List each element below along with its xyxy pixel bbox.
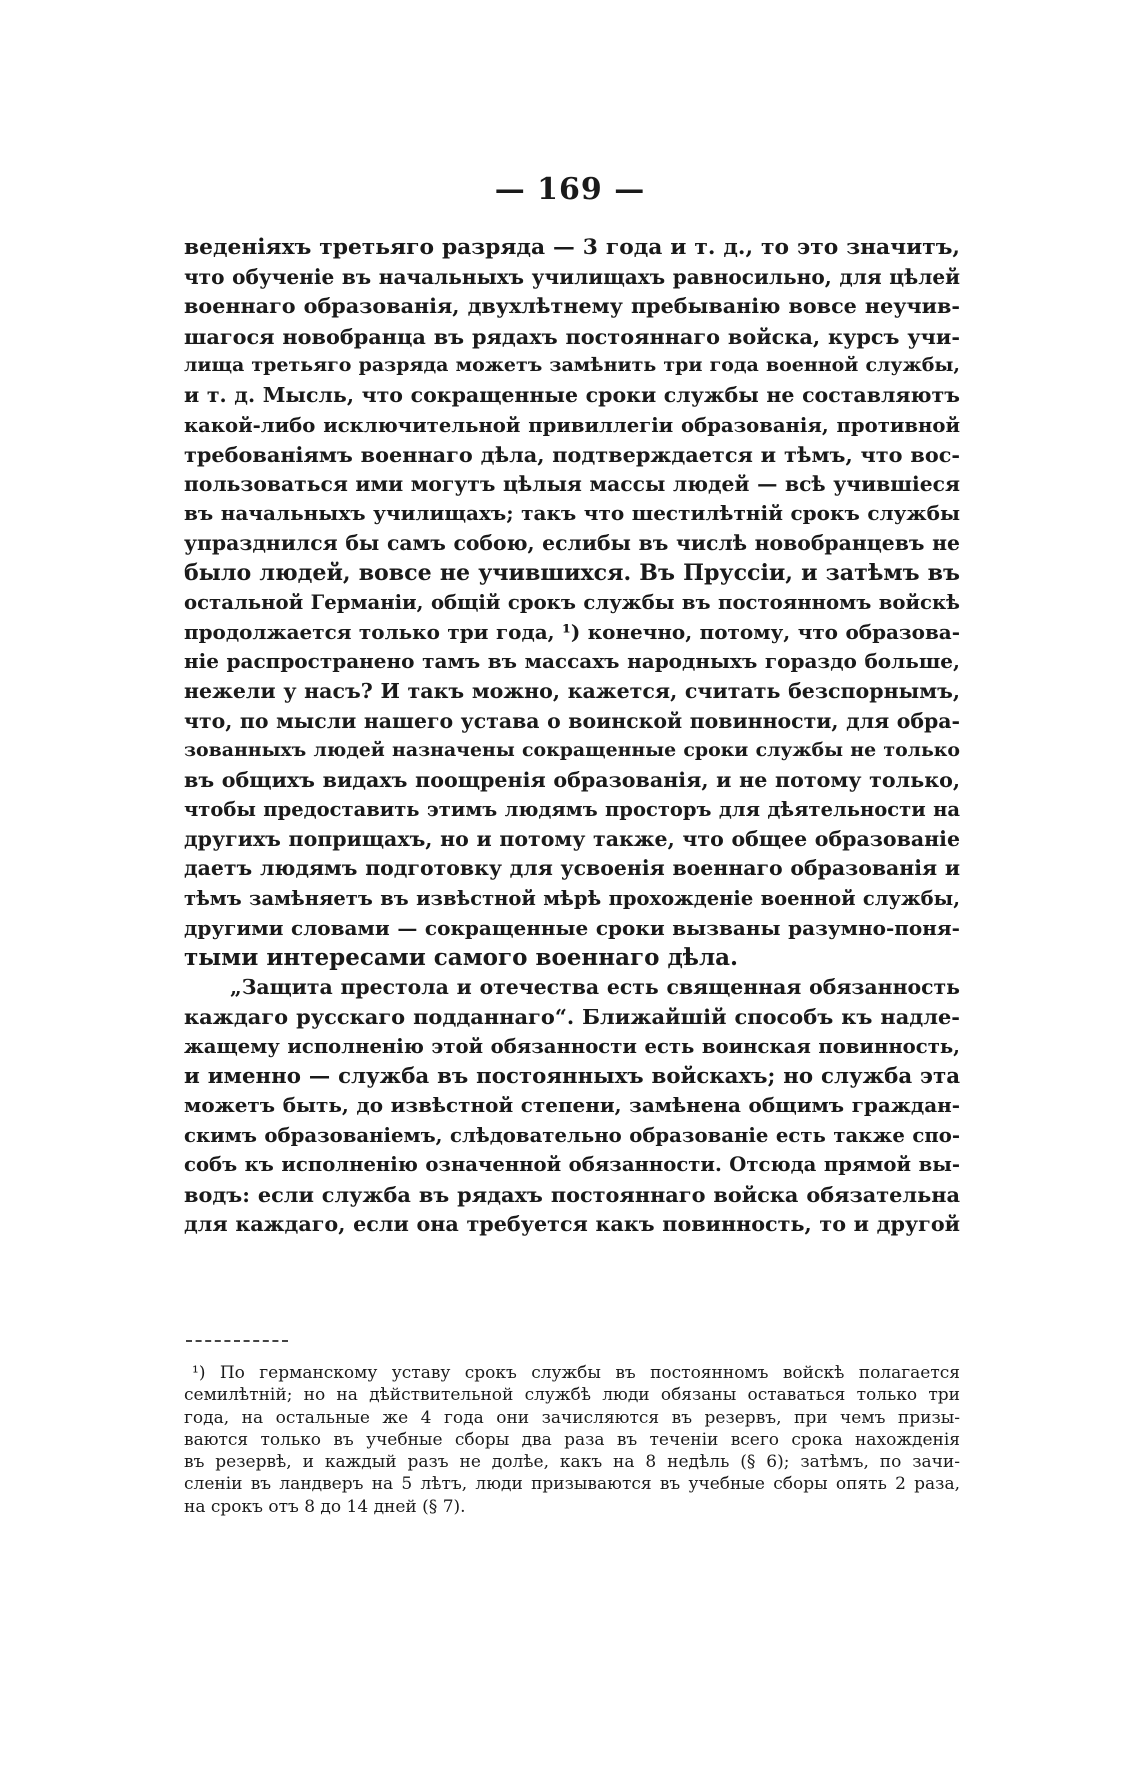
body-line: тѣмъ замѣняетъ въ извѣстной мѣрѣ прохожденіе военной службы, [184, 887, 960, 911]
footnote-line: въ резервѣ, и каждый разъ не долѣе, какъ на 8 недѣль (§ 6); затѣмъ, по зачи- [184, 1452, 960, 1473]
body-line: пользоваться ими могутъ цѣлыя массы людей — всѣ учившіеся [184, 471, 960, 496]
body-line: другихъ поприщахъ, но и потому также, что общее образованіе [184, 826, 960, 851]
body-line: остальной Германіи, общій срокъ службы въ постоянномъ войскѣ [184, 591, 960, 615]
body-line: тыми интересами самого военнаго дѣла. [184, 944, 739, 972]
body-line: ніе распространено тамъ въ массахъ народныхъ гораздо больше, [184, 649, 960, 674]
body-line: требованіямъ военнаго дѣла, подтверждается и тѣмъ, что вос- [184, 442, 960, 468]
footnote-line: ¹) По германскому уставу срокъ службы въ постоянномъ войскѣ полагается [192, 1363, 960, 1383]
body-line: что обученіе въ начальныхъ училищахъ равносильно, для цѣлей [184, 264, 960, 289]
body-line: даетъ людямъ подготовку для усвоенія военнаго образованія и [184, 856, 960, 881]
body-line: нежели у насъ? И такъ можно, кажется, считать безспорнымъ, [184, 678, 960, 703]
body-line: для каждаго, если она требуется какъ повинность, то и другой [184, 1211, 960, 1236]
footnote-line: на срокъ отъ 8 до 14 дней (§ 7). [184, 1496, 466, 1517]
footnote-separator [186, 1340, 288, 1342]
body-line: упразднился бы самъ собою, еслибы въ числѣ новобранцевъ не [184, 530, 960, 555]
body-line: и именно — служба въ постоянныхъ войскахъ; но служба эта [184, 1063, 960, 1089]
body-line: военнаго образованія, двухлѣтнему пребыванію вовсе неучив- [184, 294, 960, 319]
body-line: и т. д. Мысль, что сокращенные сроки службы не составляютъ [184, 382, 960, 407]
body-line: водъ: если служба въ рядахъ постояннаго войска обязательна [184, 1182, 960, 1207]
body-line: лища третьяго разряда можетъ замѣнить три года военной службы, [184, 354, 960, 377]
body-line: другими словами — сокращенные сроки вызваны разумно-поня- [184, 915, 960, 940]
body-line: „Защита престола и отечества есть священная обязанность [230, 974, 960, 999]
body-line: какой-либо исключительной привиллегіи образованія, противной [184, 413, 960, 437]
page-number: — 169 — [494, 172, 646, 207]
body-line: въ начальныхъ училищахъ; такъ что шестилѣтній срокъ службы [184, 501, 960, 526]
body-line: шагося новобранца въ рядахъ постояннаго войска, курсъ учи- [184, 323, 960, 349]
footnote-line: сленіи въ ландверъ на 5 лѣтъ, люди призываются въ учебные сборы опять 2 раза, [184, 1474, 960, 1495]
body-text [184, 233, 960, 1239]
body-line: жащему исполненію этой обязанности есть воинская повинность, [184, 1035, 960, 1059]
body-line: можетъ быть, до извѣстной степени, замѣнена общимъ граждан- [184, 1093, 960, 1118]
body-line: продолжается только три года, ¹) конечно, потому, что образова- [184, 619, 960, 644]
body-line: было людей, вовсе не учившихся. Въ Пруссіи, и затѣмъ въ [184, 559, 960, 586]
body-line: собъ къ исполненію означенной обязанности. Отсюда прямой вы- [184, 1153, 960, 1177]
body-line: зованныхъ людей назначены сокращенные сроки службы не только [184, 739, 960, 762]
body-line: каждаго русскаго подданнаго“. Ближайшій способъ къ надле- [184, 1004, 960, 1030]
body-line: что, по мысли нашего устава о воинской повинности, для обра- [184, 708, 960, 733]
body-line: чтобы предоставить этимъ людямъ просторъ для дѣятельности на [184, 798, 960, 822]
body-line: веденіяхъ третьяго разряда — 3 года и т. д., то это значитъ, [184, 235, 960, 260]
footnote [184, 1362, 960, 1518]
footnote-line: семилѣтній; но на дѣйствительной службѣ люди обязаны оставаться только три [184, 1385, 960, 1406]
body-line: въ общихъ видахъ поощренія образованія, и не потому только, [184, 767, 960, 792]
body-line: скимъ образованіемъ, слѣдовательно образованіе есть также спо- [184, 1123, 960, 1147]
footnote-line: года, на остальные же 4 года они зачисляются въ резервъ, при чемъ призы- [184, 1407, 960, 1428]
footnote-line: ваются только въ учебные сборы два раза въ теченіи всего срока нахожденія [184, 1429, 960, 1450]
